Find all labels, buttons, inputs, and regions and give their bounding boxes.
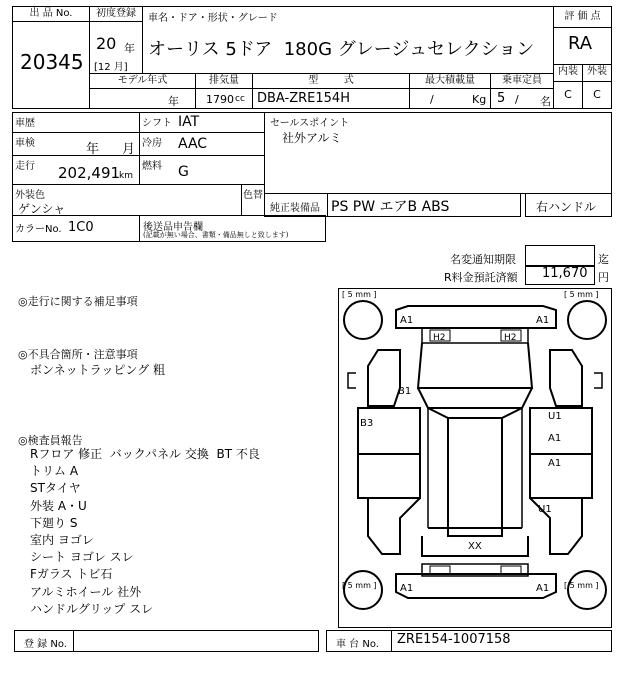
interior-grade: C xyxy=(553,81,583,109)
docs-label: 後送品申告欄 xyxy=(143,222,203,233)
fuel: G xyxy=(178,164,189,180)
transfer-unit: 迄 xyxy=(598,253,609,266)
yen-unit: 円 xyxy=(598,271,609,284)
defect-lines xyxy=(30,362,165,378)
capacity-sep: / xyxy=(515,93,519,106)
km-unit: km xyxy=(119,171,133,181)
mark-rear-a1-left: A1 xyxy=(400,583,414,594)
displacement-label: 排気量 xyxy=(195,73,253,89)
mark-h2-right: H2 xyxy=(504,333,517,343)
year-unit: 年 xyxy=(124,42,135,55)
equipment: PS PW エアB ABS xyxy=(331,199,450,215)
fuel-label: 燃料 xyxy=(142,161,162,172)
lot-no-label: 出 品 No. xyxy=(12,6,90,22)
tire-rear-left: [ 5 mm ] xyxy=(342,581,377,590)
mileage-label: 走行 xyxy=(15,161,35,172)
tire-rear-right: [ 5 mm ] xyxy=(564,581,599,590)
color: ゲンシャ xyxy=(18,202,66,216)
mark-b3: B3 xyxy=(360,418,374,429)
grade: RA xyxy=(568,33,593,54)
reg-no-cell xyxy=(73,630,319,652)
mark-rear-a1-right: A1 xyxy=(536,583,550,594)
shift: IAT xyxy=(178,114,200,130)
note-line: STタイヤ xyxy=(30,481,81,496)
inspector-title: ◎検査員報告 xyxy=(18,434,83,447)
recycle-label: R料金預託済額 xyxy=(444,271,518,284)
model-code: DBA-ZRE154H xyxy=(257,91,350,106)
color-label: 外装色 xyxy=(15,190,45,201)
recycle: 11,670 xyxy=(542,266,588,281)
history-label: 車歴 xyxy=(15,118,35,129)
type-label: 型 式 xyxy=(252,73,410,89)
handle: 右ハンドル xyxy=(536,200,597,214)
capacity-unit: 名 xyxy=(540,95,551,108)
inspection-year: 年 xyxy=(86,142,100,157)
grade-label: 評 価 点 xyxy=(553,6,612,28)
note-line: シート ヨゴレ スレ xyxy=(30,550,134,565)
note-line: ボンネットラッピング 粗 xyxy=(30,363,165,377)
inspection-label: 車検 xyxy=(15,138,35,149)
kg-unit: Kg xyxy=(472,93,487,106)
reg-no-label: 登 録 No. xyxy=(24,639,67,650)
mark-xx: XX xyxy=(468,541,482,552)
note-line: アルミホイール 社外 xyxy=(30,584,142,599)
cc-unit: cc xyxy=(235,94,245,104)
transfer-cell xyxy=(525,245,595,267)
mark-h2-left: H2 xyxy=(433,333,446,343)
color-no: 1C0 xyxy=(68,220,94,235)
model-year-cell xyxy=(89,88,196,109)
car-diagram xyxy=(338,288,612,628)
note-line: Rフロア 修正 バックパネル 交換 BT 不良 xyxy=(30,447,260,461)
note-line: 下廻り S xyxy=(30,515,78,530)
tire-front-right: [ 5 mm ] xyxy=(564,290,599,299)
inspector-lines xyxy=(30,446,260,618)
first-reg-year: 20 xyxy=(96,34,117,53)
ac: AAC xyxy=(178,136,208,152)
note-line: 室内 ヨゴレ xyxy=(30,533,94,548)
mark-u1-top: U1 xyxy=(548,411,562,422)
chassis: ZRE154-1007158 xyxy=(397,632,511,647)
chassis-label: 車 台 No. xyxy=(336,639,379,650)
inspection-month: 月 xyxy=(122,142,136,157)
repaint-label: 色替 xyxy=(243,190,263,201)
exterior-label: 外装 xyxy=(582,64,612,82)
ac-label: 冷房 xyxy=(142,138,162,149)
lot-no: 20345 xyxy=(20,50,84,74)
mark-a1-mid2: A1 xyxy=(548,458,562,469)
max-load-label: 最大積載量 xyxy=(409,73,491,89)
docs-note: (記載が無い場合、書類・備品無しと致します) xyxy=(143,231,289,239)
mark-a1-mid1: A1 xyxy=(548,433,562,444)
note-line: Fガラス トビ石 xyxy=(30,567,113,582)
mark-front-a1-left: A1 xyxy=(400,315,414,326)
tire-front-left: [ 5 mm ] xyxy=(342,290,377,299)
displacement: 1790 xyxy=(206,93,234,106)
note-line: ハンドルグリップ スレ xyxy=(30,601,154,616)
first-reg-month: [12 月] xyxy=(94,62,128,73)
sales-point-label: セールスポイント xyxy=(270,118,350,129)
interior-label: 内装 xyxy=(553,64,583,82)
first-reg-label: 初度登録 xyxy=(89,6,143,22)
car-name: オーリス 5ドア 180G グレージュセレクション xyxy=(148,39,535,60)
mark-u1-bottom: U1 xyxy=(538,504,552,515)
transfer-label: 名変通知期限 xyxy=(450,253,516,266)
shift-label: シフト xyxy=(142,118,172,129)
note-line: トリム A xyxy=(30,464,79,479)
mark-front-a1-right: A1 xyxy=(536,315,550,326)
model-year-unit: 年 xyxy=(168,95,179,108)
mileage: 202,491 xyxy=(58,164,121,182)
model-year-label: モデル年式 xyxy=(89,73,196,89)
exterior-grade: C xyxy=(582,81,612,109)
defect-title: ◎不具合箇所・注意事項 xyxy=(18,348,138,361)
color-no-label: カラーNo. xyxy=(15,224,62,235)
equipment-label: 純正装備品 xyxy=(270,203,320,214)
capacity-label: 乗車定員 xyxy=(490,73,554,89)
mark-b1: B1 xyxy=(398,386,412,397)
name-label: 車名・ドア・形状・グレード xyxy=(148,13,278,24)
driving-title: ◎走行に関する補足事項 xyxy=(18,295,138,308)
max-load-sep: / xyxy=(430,93,434,106)
sales-point: 社外アルミ xyxy=(282,131,342,145)
note-line: 外装 A・U xyxy=(30,498,87,513)
capacity: 5 xyxy=(497,91,506,106)
